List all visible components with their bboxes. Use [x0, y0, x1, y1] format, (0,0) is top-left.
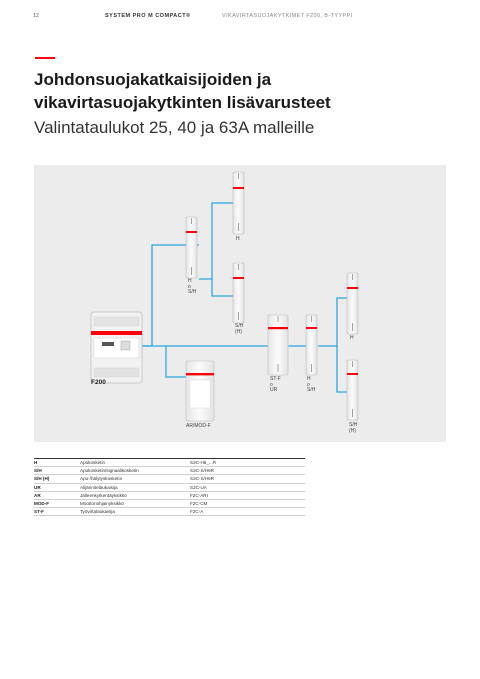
series-name: SYSTEM PRO M COMPACT®	[105, 13, 191, 19]
accessory-code: H	[34, 460, 38, 466]
page-title-line-2: vikavirtasuojakytkinten lisävarusteet	[34, 93, 331, 112]
accessory-code: S/H (H)	[34, 476, 50, 482]
table-row	[34, 508, 305, 516]
accessory-description: Apu-/hälytyskosketin	[80, 476, 123, 482]
module-upper-right	[233, 263, 244, 323]
f200-device	[91, 312, 142, 383]
page-number: 12	[33, 13, 40, 19]
accessory-description: Apukosketin	[80, 460, 106, 466]
accessory-code: ST-F	[34, 509, 44, 515]
accent-bar	[35, 57, 55, 59]
accessory-type: S2C-S/H6R	[190, 476, 214, 482]
accessory-code: AR	[34, 492, 41, 498]
label-ar-mod: AR/MOD-F	[186, 423, 211, 429]
accessory-type: F2C-ARI	[190, 492, 208, 498]
accessory-code: UR	[34, 484, 41, 490]
table-row	[34, 467, 305, 475]
accessory-code: MOD-F	[34, 501, 50, 507]
accessory-diagram	[34, 165, 446, 442]
accessory-type: S2C-S/H6R	[190, 468, 214, 474]
accessory-description: Moottoriohjainyksikkö	[80, 501, 124, 507]
label-st-ur: ST-F o UR	[270, 376, 281, 393]
label-h-sh: H o S/H	[307, 376, 316, 393]
accessory-description: Alijänniteläukaisija	[80, 484, 118, 490]
accessory-type: F2C-CM	[190, 501, 208, 507]
label-upper-right: S/H (H)	[235, 323, 244, 335]
table-row	[34, 459, 305, 467]
accessory-description: Apukosketin/signaalikosketin	[80, 468, 139, 474]
label-top-right: H	[236, 236, 240, 242]
diagram-svg	[34, 165, 446, 442]
accessory-description: Jälleenkytkentäyksikkö	[80, 492, 127, 498]
accessory-code: S/H	[34, 468, 42, 474]
module-far-bottom	[347, 360, 358, 420]
module-st-ur	[268, 315, 288, 375]
f200-label: F200	[91, 379, 106, 386]
module-h-sh	[306, 315, 317, 375]
module-far-top	[347, 273, 358, 334]
label-far-bottom: S/H (H)	[349, 422, 358, 434]
table-row	[34, 483, 305, 491]
label-upper-left: H o S/H	[188, 278, 197, 295]
accessory-table	[34, 458, 305, 516]
table-row	[34, 475, 305, 483]
header-subtitle: VIKAVIRTASUOJAKYTKIMET F200, B-TYYPPI	[222, 13, 353, 19]
module-ar-mod	[186, 361, 214, 421]
accessory-type: F2C-A	[190, 509, 204, 515]
module-upper-left	[186, 217, 197, 278]
label-far-top: H	[350, 335, 354, 341]
accessory-type: S2C-H6_...R	[190, 460, 217, 466]
table-row	[34, 499, 305, 507]
module-top-right	[233, 172, 244, 234]
table-row	[34, 491, 305, 499]
accessory-description: Työvirtalaukaisija	[80, 509, 115, 515]
accessory-type: S2C-UA	[190, 484, 207, 490]
page-title-line-1: Johdonsuojakatkaisijoiden ja	[34, 70, 272, 89]
page-subtitle: Valintataulukot 25, 40 ja 63A malleille	[34, 118, 315, 137]
